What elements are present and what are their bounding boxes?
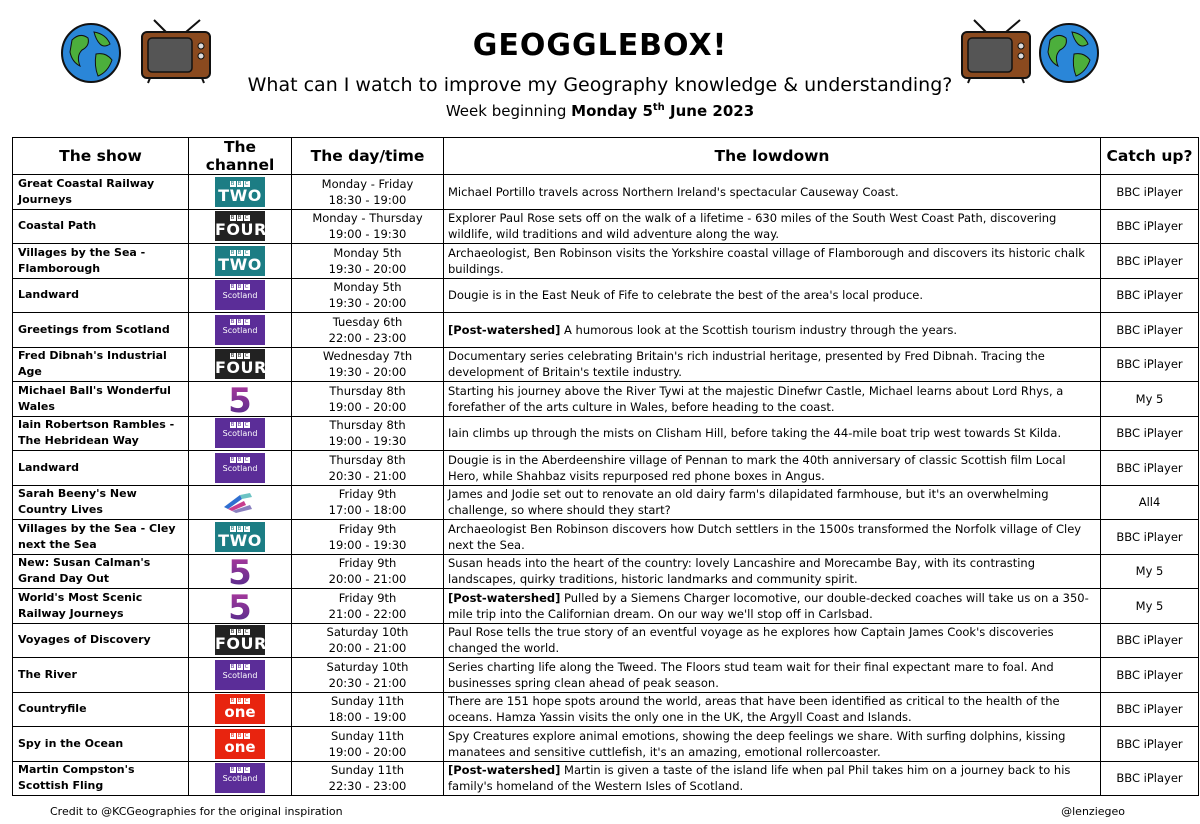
column-header-lowdown: The lowdown (444, 138, 1101, 175)
show-title: Coastal Path (13, 209, 189, 244)
day-time-cell (292, 175, 444, 210)
bbc-blocks: B B C (230, 663, 250, 670)
show-time: 19:30 - 20:00 (328, 365, 407, 380)
lowdown-cell (444, 589, 1101, 624)
show-title: Villages by the Sea - Flamborough (13, 244, 189, 279)
show-title: Fred Dibnah's Industrial Age (13, 347, 189, 382)
channel-5-logo (220, 383, 260, 415)
show-title: New: Susan Calman's Grand Day Out (13, 554, 189, 589)
show-title: Spy in the Ocean (13, 727, 189, 762)
lowdown-text: Archaeologist Ben Robinson discovers how Dutch settlers in the 1500s transformed the Norfolk village of Cley next the Sea. (448, 521, 1082, 552)
channel-cell (189, 451, 292, 486)
page-subtitle: What can I watch to improve my Geography knowledge & understanding? (247, 74, 953, 96)
table-row (13, 658, 1199, 693)
show-time: 18:00 - 19:00 (328, 710, 407, 725)
catchup-service: BBC iPlayer (1101, 244, 1199, 279)
week-line (0, 102, 1200, 120)
table-row (13, 589, 1199, 624)
catchup-service: BBC iPlayer (1101, 692, 1199, 727)
channel-cell (189, 244, 292, 279)
lowdown-cell (444, 347, 1101, 382)
bbc-scotland-logo: B B C Scotland (215, 418, 265, 448)
show-time: 20:00 - 21:00 (328, 641, 407, 656)
table-row (13, 347, 1199, 382)
bbc-two-logo: B B C TWO (215, 246, 265, 276)
lowdown-cell (444, 761, 1101, 796)
table-row (13, 382, 1199, 417)
week-date-rest: June 2023 (670, 102, 755, 120)
show-title: Martin Compston's Scottish Fling (13, 761, 189, 796)
lowdown-cell (444, 175, 1101, 210)
lowdown-text: Paul Rose tells the true story of an eventful voyage as he explores how Captain James Cook's discoveries changed the world. (448, 625, 1054, 656)
day-time-cell (292, 313, 444, 348)
bbc-scotland-logo: B B C Scotland (215, 660, 265, 690)
show-day: Thursday 8th (329, 452, 406, 467)
table-header-row (13, 138, 1199, 175)
post-watershed-tag: [Post-watershed] (448, 322, 561, 337)
catchup-service: BBC iPlayer (1101, 416, 1199, 451)
show-title: The River (13, 658, 189, 693)
week-date-sup: th (652, 102, 665, 113)
day-time-cell (292, 244, 444, 279)
show-day: Tuesday 6th (332, 314, 403, 329)
catchup-service: BBC iPlayer (1101, 761, 1199, 796)
channel-cell (189, 554, 292, 589)
show-time: 20:30 - 21:00 (328, 468, 407, 483)
channel-5-logo (220, 555, 260, 587)
catchup-service: BBC iPlayer (1101, 175, 1199, 210)
catchup-service: BBC iPlayer (1101, 278, 1199, 313)
bbc-two-logo: B B C TWO (215, 522, 265, 552)
lowdown-cell (444, 382, 1101, 417)
lowdown-cell (444, 727, 1101, 762)
day-time-cell (292, 692, 444, 727)
catchup-service: BBC iPlayer (1101, 520, 1199, 555)
column-header-catchup: Catch up? (1101, 138, 1199, 175)
lowdown-text: Susan heads into the heart of the country: lovely Lancashire and Morecambe Bay, with its contrasting landscapes, quirky traditions, historic landmarks and community spirit. (448, 556, 1036, 587)
show-time: 22:00 - 23:00 (328, 330, 407, 345)
lowdown-text: Starting his journey above the River Tywi at the majestic Dinefwr Castle, Michael learns about Lord Rhys, a forefather of the arts culture in Wales, before heading to the coast. (448, 383, 1064, 414)
bbc-blocks: B B C (230, 732, 250, 739)
lowdown-text: Iain climbs up through the mists on Clisham Hill, before taking the 44-mile boat trip west towards St Kilda. (448, 426, 1062, 441)
catchup-service: BBC iPlayer (1101, 727, 1199, 762)
day-time-cell (292, 347, 444, 382)
lowdown-cell (444, 692, 1101, 727)
bbc-scotland-logo: B B C Scotland (215, 280, 265, 310)
bbc-one-logo: B B C one (215, 694, 265, 724)
show-day: Friday 9th (338, 521, 397, 536)
column-header-show: The show (13, 138, 189, 175)
show-title: Landward (13, 451, 189, 486)
channel-cell (189, 485, 292, 520)
show-time: 19:00 - 20:00 (328, 399, 407, 414)
day-time-cell (292, 451, 444, 486)
bbc-scotland-logo: B B C Scotland (215, 315, 265, 345)
day-time-cell (292, 761, 444, 796)
lowdown-text: Documentary series celebrating Britain's rich industrial heritage, presented by Fred Dibnah. Tracing the development of Britain's textile industry. (448, 349, 1045, 380)
lowdown-text: Pulled by a Siemens Charger locomotive, our double-decked coaches will take us on a 350-mile trip into the Californian dream. On our way we'll stop off in Carlsbad. (448, 590, 1089, 621)
svg-text:5: 5 (228, 589, 252, 622)
bbc-blocks: B B C (230, 629, 250, 636)
post-watershed-tag: [Post-watershed] (448, 590, 561, 605)
week-date-day: Monday 5 (571, 102, 653, 120)
lowdown-text: Michael Portillo travels across Northern Ireland's spectacular Causeway Coast. (448, 184, 899, 199)
channel-cell (189, 209, 292, 244)
lowdown-text: Archaeologist, Ben Robinson visits the Yorkshire coastal village of Flamborough and discovers its historic chalk buildings. (448, 245, 1085, 276)
channel-cell (189, 278, 292, 313)
show-time: 21:00 - 22:00 (328, 606, 407, 621)
channel-cell (189, 313, 292, 348)
day-time-cell (292, 485, 444, 520)
table-row (13, 623, 1199, 658)
lowdown-text: Series charting life along the Tweed. The Floors stud team wait for their final expectant mare to foal. And businesses spring clean ahead of peak season. (448, 659, 1054, 690)
show-title: Michael Ball's Wonderful Wales (13, 382, 189, 417)
show-title: Great Coastal Railway Journeys (13, 175, 189, 210)
catchup-service: All4 (1101, 485, 1199, 520)
table-row (13, 278, 1199, 313)
show-day: Monday 5th (333, 245, 402, 260)
lowdown-text: Explorer Paul Rose sets off on the walk of a lifetime - 630 miles of the South West Coast Path, discovering wildlife, wild traditions and wild adventure along the way. (448, 211, 1057, 242)
lowdown-text: There are 151 hope spots around the world, areas that have been identified as critical to the health of the oceans. Hamza Yassin visits the only one in the UK, the Argyll Coast and Islands. (448, 694, 1060, 725)
lowdown-cell (444, 313, 1101, 348)
show-title: Landward (13, 278, 189, 313)
show-day: Friday 9th (338, 590, 397, 605)
show-day: Monday 5th (333, 280, 402, 295)
credit-text: Credit to @KCGeographies for the original inspiration (50, 805, 343, 818)
show-day: Thursday 8th (329, 383, 406, 398)
show-title: Sarah Beeny's New Country Lives (13, 485, 189, 520)
table-row (13, 313, 1199, 348)
table-row (13, 727, 1199, 762)
day-time-cell (292, 520, 444, 555)
catchup-service: BBC iPlayer (1101, 658, 1199, 693)
bbc-blocks: B B C (230, 698, 250, 705)
author-handle: @lenziegeo (1061, 805, 1125, 818)
show-day: Monday - Friday (321, 176, 414, 191)
bbc-scotland-logo: B B C Scotland (215, 763, 265, 793)
show-title: Greetings from Scotland (13, 313, 189, 348)
week-date (571, 102, 754, 120)
lowdown-cell (444, 520, 1101, 555)
show-day: Sunday 11th (330, 694, 405, 709)
channel-cell (189, 520, 292, 555)
bbc-blocks: B B C (230, 525, 250, 532)
show-time: 19:00 - 20:00 (328, 744, 407, 759)
bbc-blocks: B B C (230, 180, 250, 187)
table-body (13, 175, 1199, 796)
show-day: Thursday 8th (329, 418, 406, 433)
day-time-cell (292, 623, 444, 658)
table-row (13, 761, 1199, 796)
bbc-blocks: B B C (230, 215, 250, 222)
catchup-service: BBC iPlayer (1101, 313, 1199, 348)
channel-5-logo (220, 590, 260, 622)
show-day: Saturday 10th (326, 659, 409, 674)
channel-cell (189, 658, 292, 693)
show-day: Sunday 11th (330, 763, 405, 778)
table-row (13, 520, 1199, 555)
channel-cell (189, 692, 292, 727)
catchup-service: BBC iPlayer (1101, 347, 1199, 382)
show-time: 19:00 - 19:30 (328, 537, 407, 552)
show-day: Friday 9th (338, 556, 397, 571)
lowdown-text: Spy Creatures explore animal emotions, showing the deep feelings we share. With surfing dolphins, kissing manatees and sensitive cuttlefish, it's an amazing, emotional rollercoaster. (448, 728, 1066, 759)
channel-cell (189, 347, 292, 382)
channel-cell (189, 589, 292, 624)
header (0, 0, 1200, 130)
bbc-scotland-logo: B B C Scotland (215, 453, 265, 483)
post-watershed-tag: [Post-watershed] (448, 763, 561, 778)
show-day: Friday 9th (338, 487, 397, 502)
day-time-cell (292, 278, 444, 313)
show-title: Villages by the Sea - Cley next the Sea (13, 520, 189, 555)
day-time-cell (292, 416, 444, 451)
show-title: Voyages of Discovery (13, 623, 189, 658)
lowdown-text: Martin is given a taste of the island life when pal Phil takes him on a journey back to his family's homeland of the Western Isles of Scotland. (448, 763, 1071, 794)
table-row (13, 244, 1199, 279)
bbc-blocks: B B C (230, 249, 250, 256)
page-title: GEOGGLEBOX! (472, 28, 728, 63)
channel-cell (189, 382, 292, 417)
bbc-four-logo: B B C FOUR (215, 625, 265, 655)
table-row (13, 485, 1199, 520)
catchup-service: My 5 (1101, 382, 1199, 417)
channel-4-logo (220, 487, 260, 517)
week-prefix: Week beginning (445, 102, 567, 120)
column-header-channel: The channel (189, 138, 292, 175)
table-row (13, 416, 1199, 451)
schedule-table (12, 137, 1199, 796)
catchup-service: BBC iPlayer (1101, 623, 1199, 658)
lowdown-cell (444, 278, 1101, 313)
table-row (13, 692, 1199, 727)
show-time: 19:30 - 20:00 (328, 296, 407, 311)
lowdown-cell (444, 451, 1101, 486)
show-time: 19:00 - 19:30 (328, 434, 407, 449)
day-time-cell (292, 589, 444, 624)
channel-cell (189, 623, 292, 658)
show-title: Countryfile (13, 692, 189, 727)
bbc-blocks: B B C (230, 284, 250, 291)
catchup-service: BBC iPlayer (1101, 209, 1199, 244)
table-row (13, 209, 1199, 244)
show-time: 17:00 - 18:00 (328, 503, 407, 518)
lowdown-text: Dougie is in the East Neuk of Fife to celebrate the best of the area's local produce. (448, 288, 924, 303)
show-day: Wednesday 7th (322, 349, 413, 364)
bbc-blocks: B B C (230, 353, 250, 360)
lowdown-text: Dougie is in the Aberdeenshire village of Pennan to mark the 40th anniversary of classic Scottish film Local Hero, while Shahbaz visits repurposed red phone boxes in Angus. (448, 452, 1066, 483)
lowdown-text: A humorous look at the Scottish tourism industry through the years. (564, 322, 957, 337)
bbc-one-logo: B B C one (215, 729, 265, 759)
show-day: Saturday 10th (326, 625, 409, 640)
day-time-cell (292, 554, 444, 589)
lowdown-cell (444, 244, 1101, 279)
bbc-blocks: B B C (230, 767, 250, 774)
bbc-blocks: B B C (230, 456, 250, 463)
lowdown-cell (444, 554, 1101, 589)
bbc-blocks: B B C (230, 318, 250, 325)
bbc-four-logo: B B C FOUR (215, 211, 265, 241)
show-time: 20:30 - 21:00 (328, 675, 407, 690)
catchup-service: BBC iPlayer (1101, 451, 1199, 486)
show-time: 19:00 - 19:30 (328, 227, 407, 242)
bbc-four-logo: B B C FOUR (215, 349, 265, 379)
lowdown-cell (444, 658, 1101, 693)
lowdown-cell (444, 485, 1101, 520)
day-time-cell (292, 209, 444, 244)
day-time-cell (292, 658, 444, 693)
lowdown-cell (444, 209, 1101, 244)
bbc-blocks: B B C (230, 422, 250, 429)
channel-cell (189, 175, 292, 210)
channel-cell (189, 416, 292, 451)
show-time: 19:30 - 20:00 (328, 261, 407, 276)
table-row (13, 554, 1199, 589)
show-title: World's Most Scenic Railway Journeys (13, 589, 189, 624)
channel-cell (189, 727, 292, 762)
day-time-cell (292, 727, 444, 762)
show-time: 20:00 - 21:00 (328, 572, 407, 587)
table-row (13, 175, 1199, 210)
show-title: Iain Robertson Rambles - The Hebridean Way (13, 416, 189, 451)
bbc-two-logo: B B C TWO (215, 177, 265, 207)
show-day: Sunday 11th (330, 728, 405, 743)
lowdown-cell (444, 416, 1101, 451)
lowdown-cell (444, 623, 1101, 658)
table-row (13, 451, 1199, 486)
show-time: 18:30 - 19:00 (328, 192, 407, 207)
lowdown-text: James and Jodie set out to renovate an old dairy farm's dilapidated farmhouse, but it's an overwhelming challenge, so where should they start? (448, 487, 1049, 518)
show-day: Monday - Thursday (312, 211, 423, 226)
catchup-service: My 5 (1101, 589, 1199, 624)
channel-cell (189, 761, 292, 796)
show-time: 22:30 - 23:00 (328, 779, 407, 794)
day-time-cell (292, 382, 444, 417)
column-header-daytime: The day/time (292, 138, 444, 175)
svg-text:5: 5 (228, 382, 252, 415)
catchup-service: My 5 (1101, 554, 1199, 589)
svg-text:5: 5 (228, 555, 252, 588)
